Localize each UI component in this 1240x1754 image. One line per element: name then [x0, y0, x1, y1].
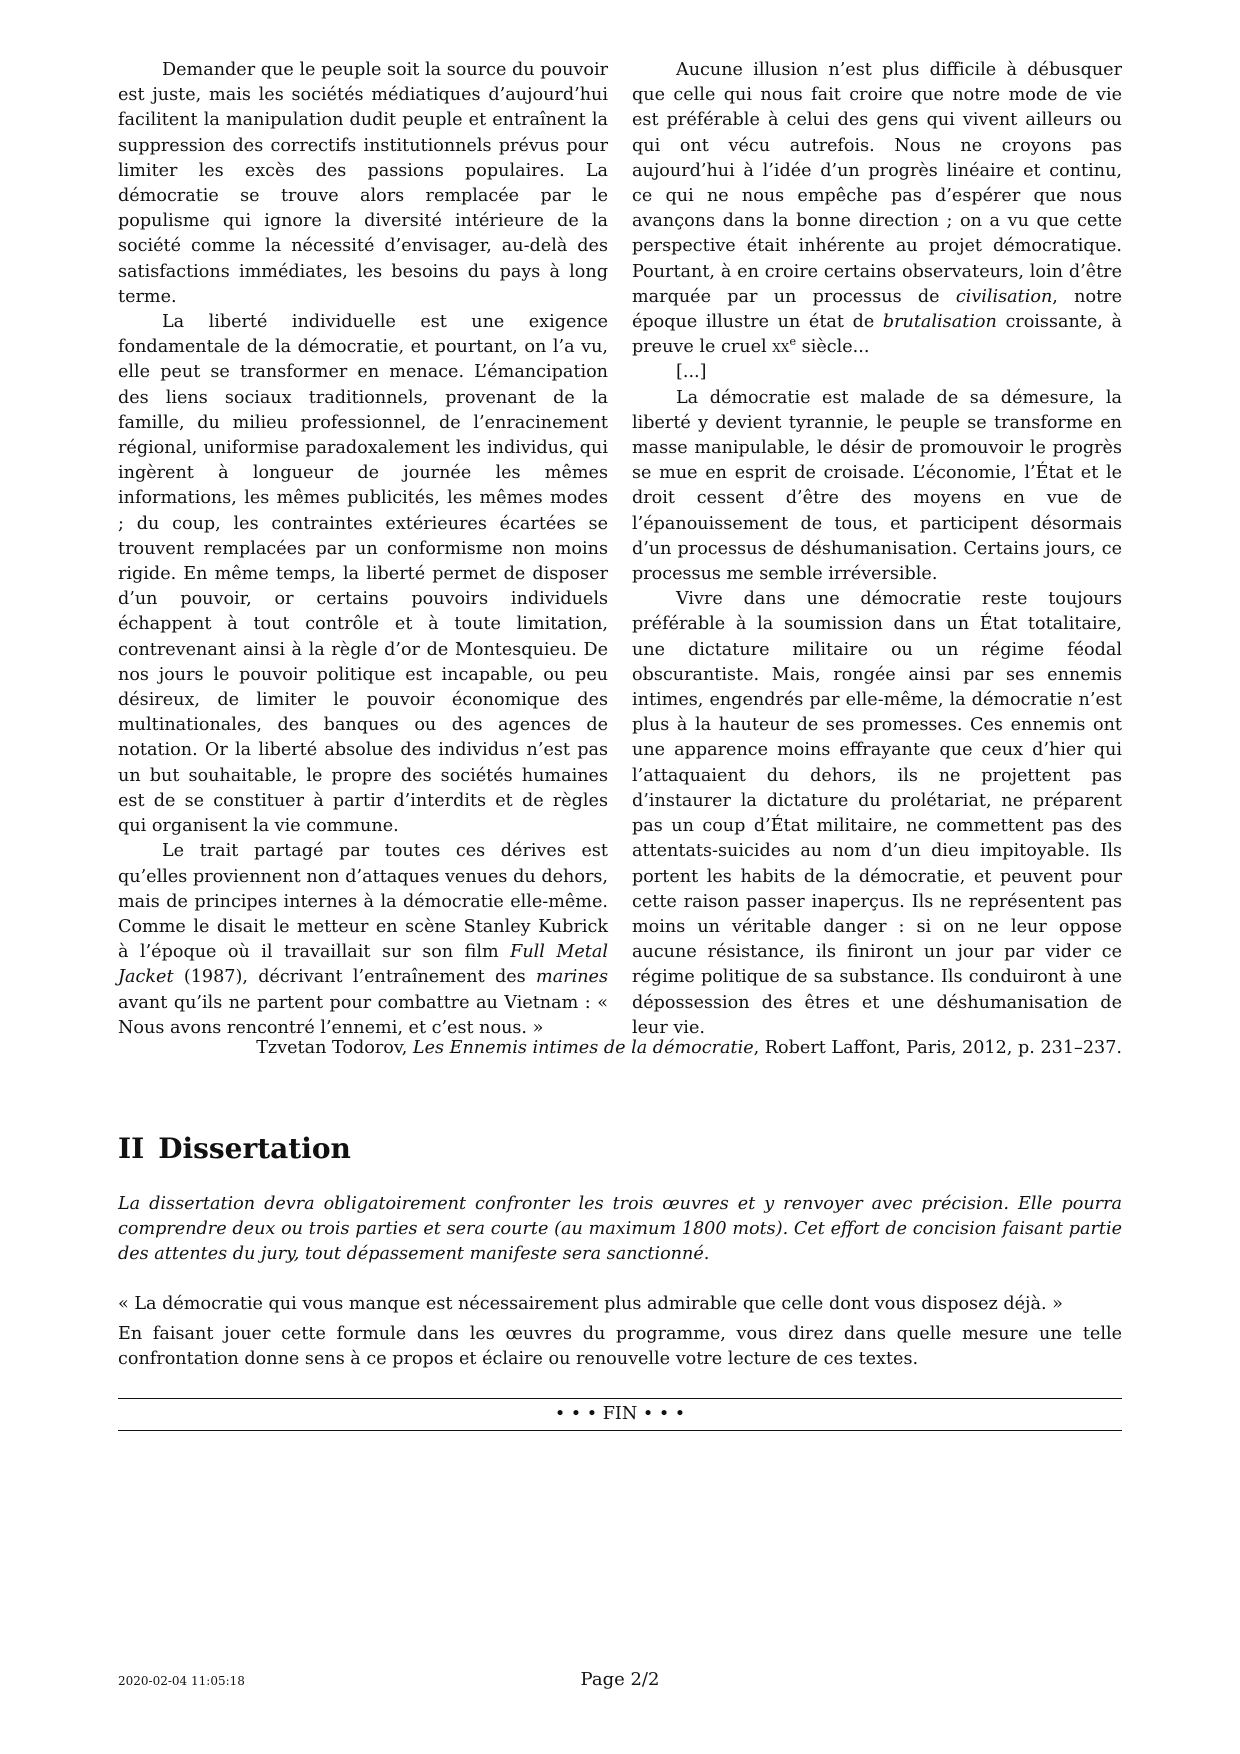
paragraph-text: Aucune illusion n’est plus difficile à débusquer que celle qui nous fait croire que notre mode de vie est préférable à celui des gens qui vivent ailleurs ou qui ont vécu autrefois. Nous ne croyons pas aujourd’hui à l’idée d’un progrès linéaire et continu, ce qui ne nous empêche pas d’espérer que nous avançons dans la bonne direction ; on a vu que cette perspective était inhérente au projet démocratique. Pourtant, à en croire certains observateurs, loin d’être marquée par un processus de [632, 60, 1122, 307]
left-column [118, 58, 608, 1041]
ellipsis-marker: [...] [676, 362, 707, 383]
century-numeral: xx [772, 337, 790, 358]
dissertation-prompt: En faisant jouer cette formule dans les œuvres du programme, vous direz dans quelle mesure une telle confrontation donne sens à ce propos et éclaire ou renouvelle votre lecture de ces textes. [118, 1324, 1122, 1369]
italic-word: civilisation [955, 286, 1053, 307]
bottom-divider [118, 1430, 1122, 1431]
paragraph-text: siècle... [796, 337, 870, 358]
page-number: Page 2/2 [580, 1669, 660, 1690]
italic-word: brutalisation [882, 312, 997, 333]
paragraph-text: Le trait partagé par toutes ces dérives est qu’elles proviennent non d’attaques venues du dehors, mais de principes internes à la démocratie elle-même. Comme le disait le metteur en scène Stanley Kubrick à l’époque où il travaillait sur son film [118, 841, 608, 963]
italic-word: marines [536, 967, 608, 988]
paragraph: Demander que le peuple soit la source du pouvoir est juste, mais les sociétés médiatiques d’aujourd’hui facilitent la manipulation dudit peuple et entraînent la suppression des correctifs institutionnels prévus pour limiter les excès des passions populaires. La démocratie se trouve alors remplacée par le populisme qui ignore la diversité intérieure de la société comme la nécessité d’envisager, au-delà des satisfactions immédiates, les besoins du pays à long terme. [118, 60, 608, 307]
dissertation-instructions: La dissertation devra obligatoirement confronter les trois œuvres et y renvoyer avec précision. Elle pourra comprendre deux ou trois parties et sera courte (au maximum 1800 mots). Cet effort de concision faisant partie des attentes du jury, tout dépassement manifeste sera sanctionné. [118, 1194, 1122, 1264]
section-number: II [118, 1132, 145, 1165]
end-marker: • • • FIN • • • [554, 1404, 686, 1424]
citation-details: , Robert Laffont, Paris, 2012, p. 231–237. [753, 1038, 1122, 1058]
section-heading [118, 1132, 351, 1165]
text-excerpt [118, 58, 1122, 1041]
century-superscript: e [789, 334, 797, 349]
top-divider [118, 1398, 1122, 1399]
citation-author: Tzvetan Todorov, [256, 1038, 413, 1058]
film-title: Full Metal Jacket [118, 942, 608, 988]
paragraph-text: croissante, à preuve le cruel [632, 312, 1122, 358]
paragraph [118, 839, 608, 1041]
dissertation-quote: « La démocratie qui vous manque est nécessairement plus admirable que celle dont vous disposez déjà. » [118, 1294, 1063, 1314]
footer-timestamp: 2020-02-04 11:05:18 [118, 1674, 245, 1688]
right-column [632, 58, 1122, 1041]
paragraph-text: (1987), décrivant l’entraînement des [173, 967, 537, 988]
paragraph-text: avant qu’ils ne partent pour combattre au Vietnam : « Nous avons rencontré l’ennemi, et c’est nous. » [118, 992, 608, 1038]
paragraph: La démocratie est malade de sa démesure, la liberté y devient tyrannie, le peuple se transforme en masse manipulable, le désir de promouvoir le progrès se mue en esprit de croisade. L’économie, l’État et le droit cessent d’être des moyens en vue de l’épanouissement de tous, et participent désormais d’un processus de déshumanisation. Certains jours, ce processus me semble irréversible. [632, 387, 1122, 585]
section-title: Dissertation [158, 1132, 351, 1165]
paragraph: Vivre dans une démocratie reste toujours préférable à la soumission dans un État totalitaire, une dictature militaire ou un régime féodal obscurantiste. Mais, rongée ainsi par ses ennemis intimes, engendrés par elle-même, la démocratie n’est plus à la hauteur de ses promesses. Ces ennemis ont une apparence moins effrayante que ceux d’hier qui l’attaquaient du dehors, ils ne projettent pas d’instaurer la dictature du prolétariat, ne préparent pas un coup d’État militaire, ne commettent pas des attentats-suicides au nom d’un dieu impitoyable. Ils portent les habits de la démocratie, et peuvent pour cette raison passer inaperçus. Ils ne représentent pas moins un véritable danger : si on ne leur oppose aucune résistance, ils finiront un jour par vider ce régime politique de sa substance. Ils conduiront à une dépossession des êtres et une déshumanisation de leur vie. [632, 589, 1122, 1038]
paragraph [632, 58, 1122, 360]
source-citation [256, 1036, 1122, 1061]
paragraph-text: , notre époque illustre un état de [632, 286, 1122, 333]
paragraph: La liberté individuelle est une exigence fondamentale de la démocratie, et pourtant, on l’a vu, elle peut se transformer en menace. L’émancipation des liens sociaux traditionnels, provenant de la famille, du milieu professionnel, de l’enracinement régional, uniformise paradoxalement les individus, qui ingèrent à longueur de journée les mêmes informations, les mêmes publicités, les mêmes modes ; du coup, les contraintes extérieures écartées se trouvent remplacées par un conformisme non moins rigide. En même temps, la liberté permet de disposer d’un pouvoir, or certains pouvoirs individuels échappent à tout contrôle et à toute limitation, contrevenant ainsi à la règle d’or de Montesquieu. De nos jours le pouvoir politique est incapable, ou peu désireux, de limiter le pouvoir économique des multinationales, des banques ou des agences de notation. Or la liberté absolue des individus n’est pas un but souhaitable, le propre des sociétés humaines est de se constituer à partir d’interdits et de règles qui organisent la vie commune. [118, 312, 608, 837]
citation-title: Les Ennemis intimes de la démocratie [412, 1038, 754, 1058]
